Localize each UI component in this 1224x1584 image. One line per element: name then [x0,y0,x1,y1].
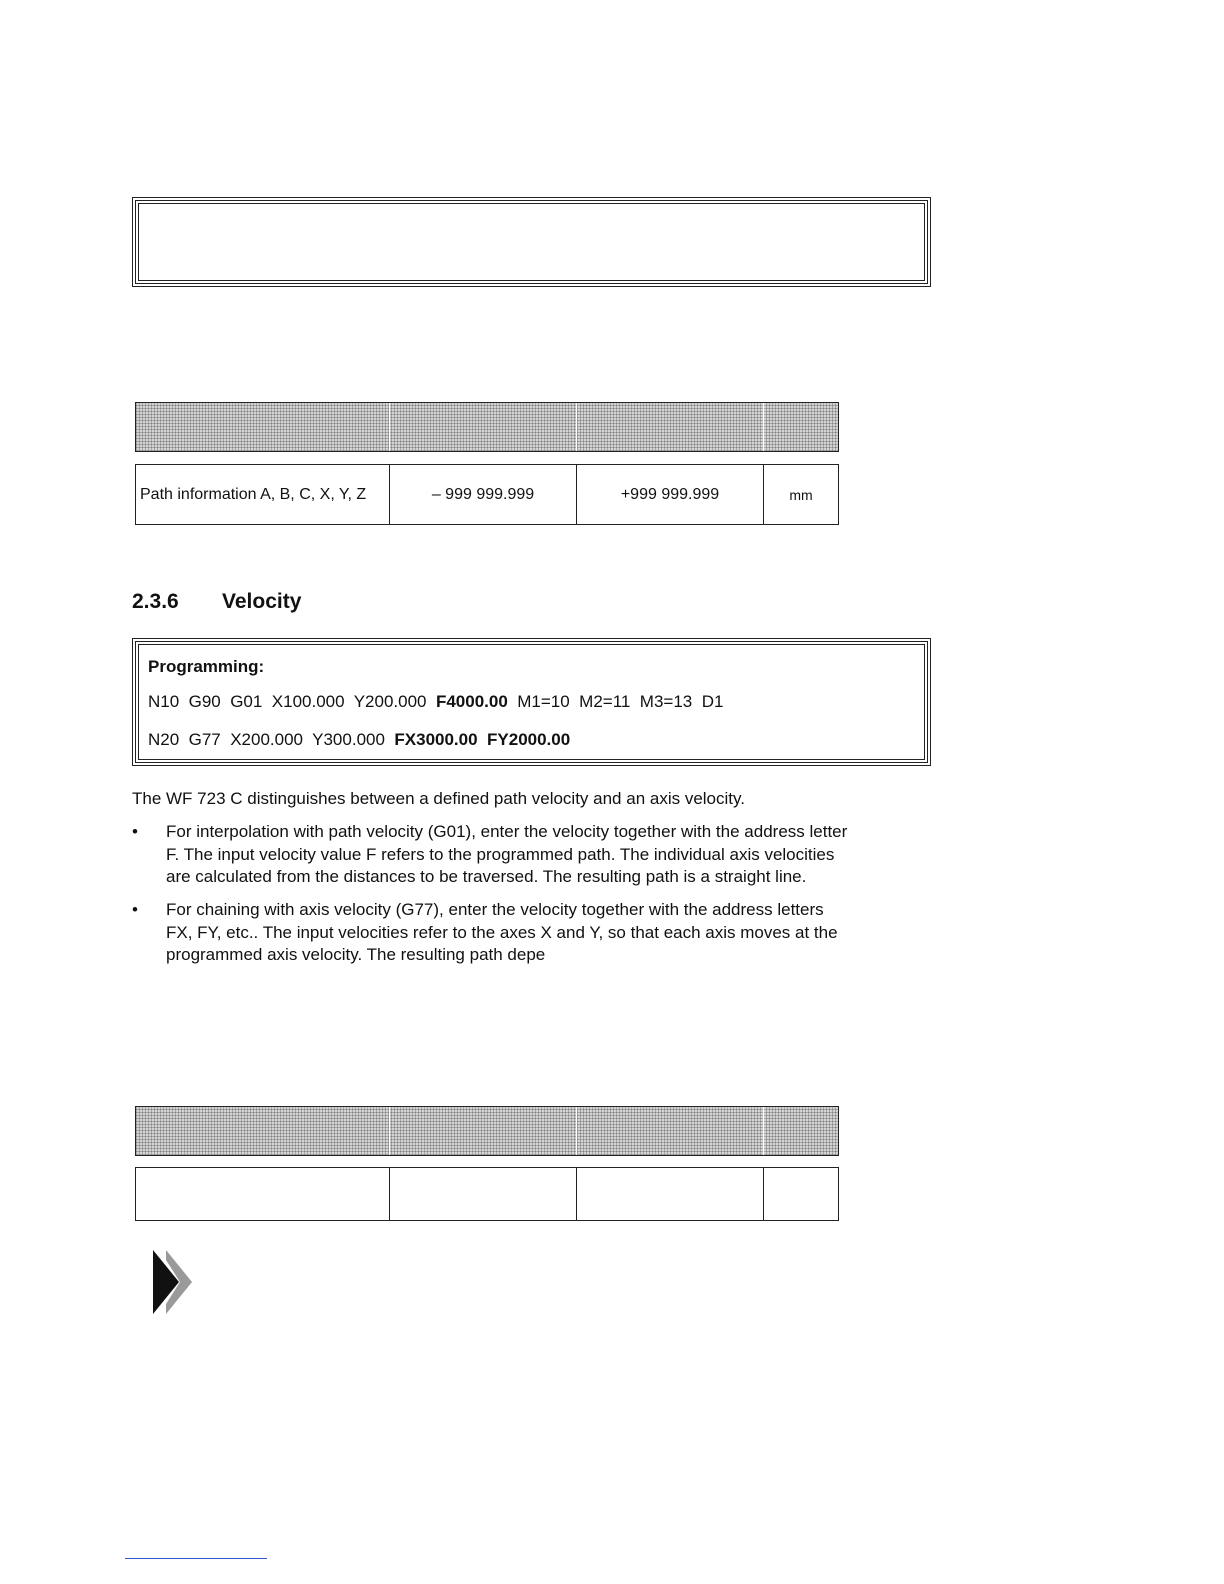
bullet-line: are calculated from the distances to be traversed. The resulting path is a straight line. [166,867,807,886]
bullet-item-axis-velocity [132,899,932,969]
header-cell-maximum [577,1107,764,1155]
path-table-row [135,464,839,525]
cell-designation: Path information A, B, C, X, Y, Z [136,465,390,524]
programming-label: Programming: [148,657,265,676]
section-heading [132,590,301,614]
programming-line-1: N10 G90 G01 X100.000 Y200.000 F4000.00 M1=10 M2=11 M3=13 D1 [148,692,724,711]
bullet-line: FX, FY, etc.. The input velocities refer to the axes X and Y, so that each axis moves at the [166,922,838,942]
bullet-item-path-velocity [132,821,932,891]
cell-unit: mm [789,486,813,503]
header-cell-unit [764,1107,838,1155]
velocity-table-header [135,1106,839,1156]
footer-rule [125,1558,267,1559]
bullet-line: For interpolation with path velocity (G01), enter the velocity together with the address letter [166,822,848,841]
cell-designation [136,1168,390,1220]
empty-note-frame [132,197,931,287]
cell-minimum: – 999 999.999 [390,465,577,524]
programming-box [132,638,931,766]
velocity-table-row [135,1167,839,1221]
section-title: Velocity [222,590,302,613]
header-cell-maximum [577,403,764,451]
intro-paragraph: The WF 723 C distinguishes between a defined path velocity and an axis velocity. [132,789,745,808]
cell-minimum [390,1168,577,1220]
cell-maximum [577,1168,764,1220]
cell-maximum: +999 999.999 [577,465,764,524]
double-chevron-right-icon [150,1248,196,1316]
cell-unit [764,1168,838,1220]
bullet-symbol: • [132,900,138,919]
programming-line-2: N20 G77 X200.000 Y300.000 FX3000.00 FY2000.00 [148,730,571,749]
bullet-line: programmed axis velocity. The resulting path depe [166,945,546,964]
header-cell-designation [136,403,390,451]
section-number: 2.3.6 [132,590,179,613]
bullet-symbol: • [132,822,138,841]
bullet-line: F. The input velocity value F refers to the programmed path. The individual axis velocities [166,844,835,864]
path-table-header [135,402,839,452]
header-cell-minimum [390,403,577,451]
header-cell-designation [136,1107,390,1155]
bullet-line: For chaining with axis velocity (G77), enter the velocity together with the address letters [166,900,824,919]
header-cell-minimum [390,1107,577,1155]
header-cell-unit [764,403,838,451]
